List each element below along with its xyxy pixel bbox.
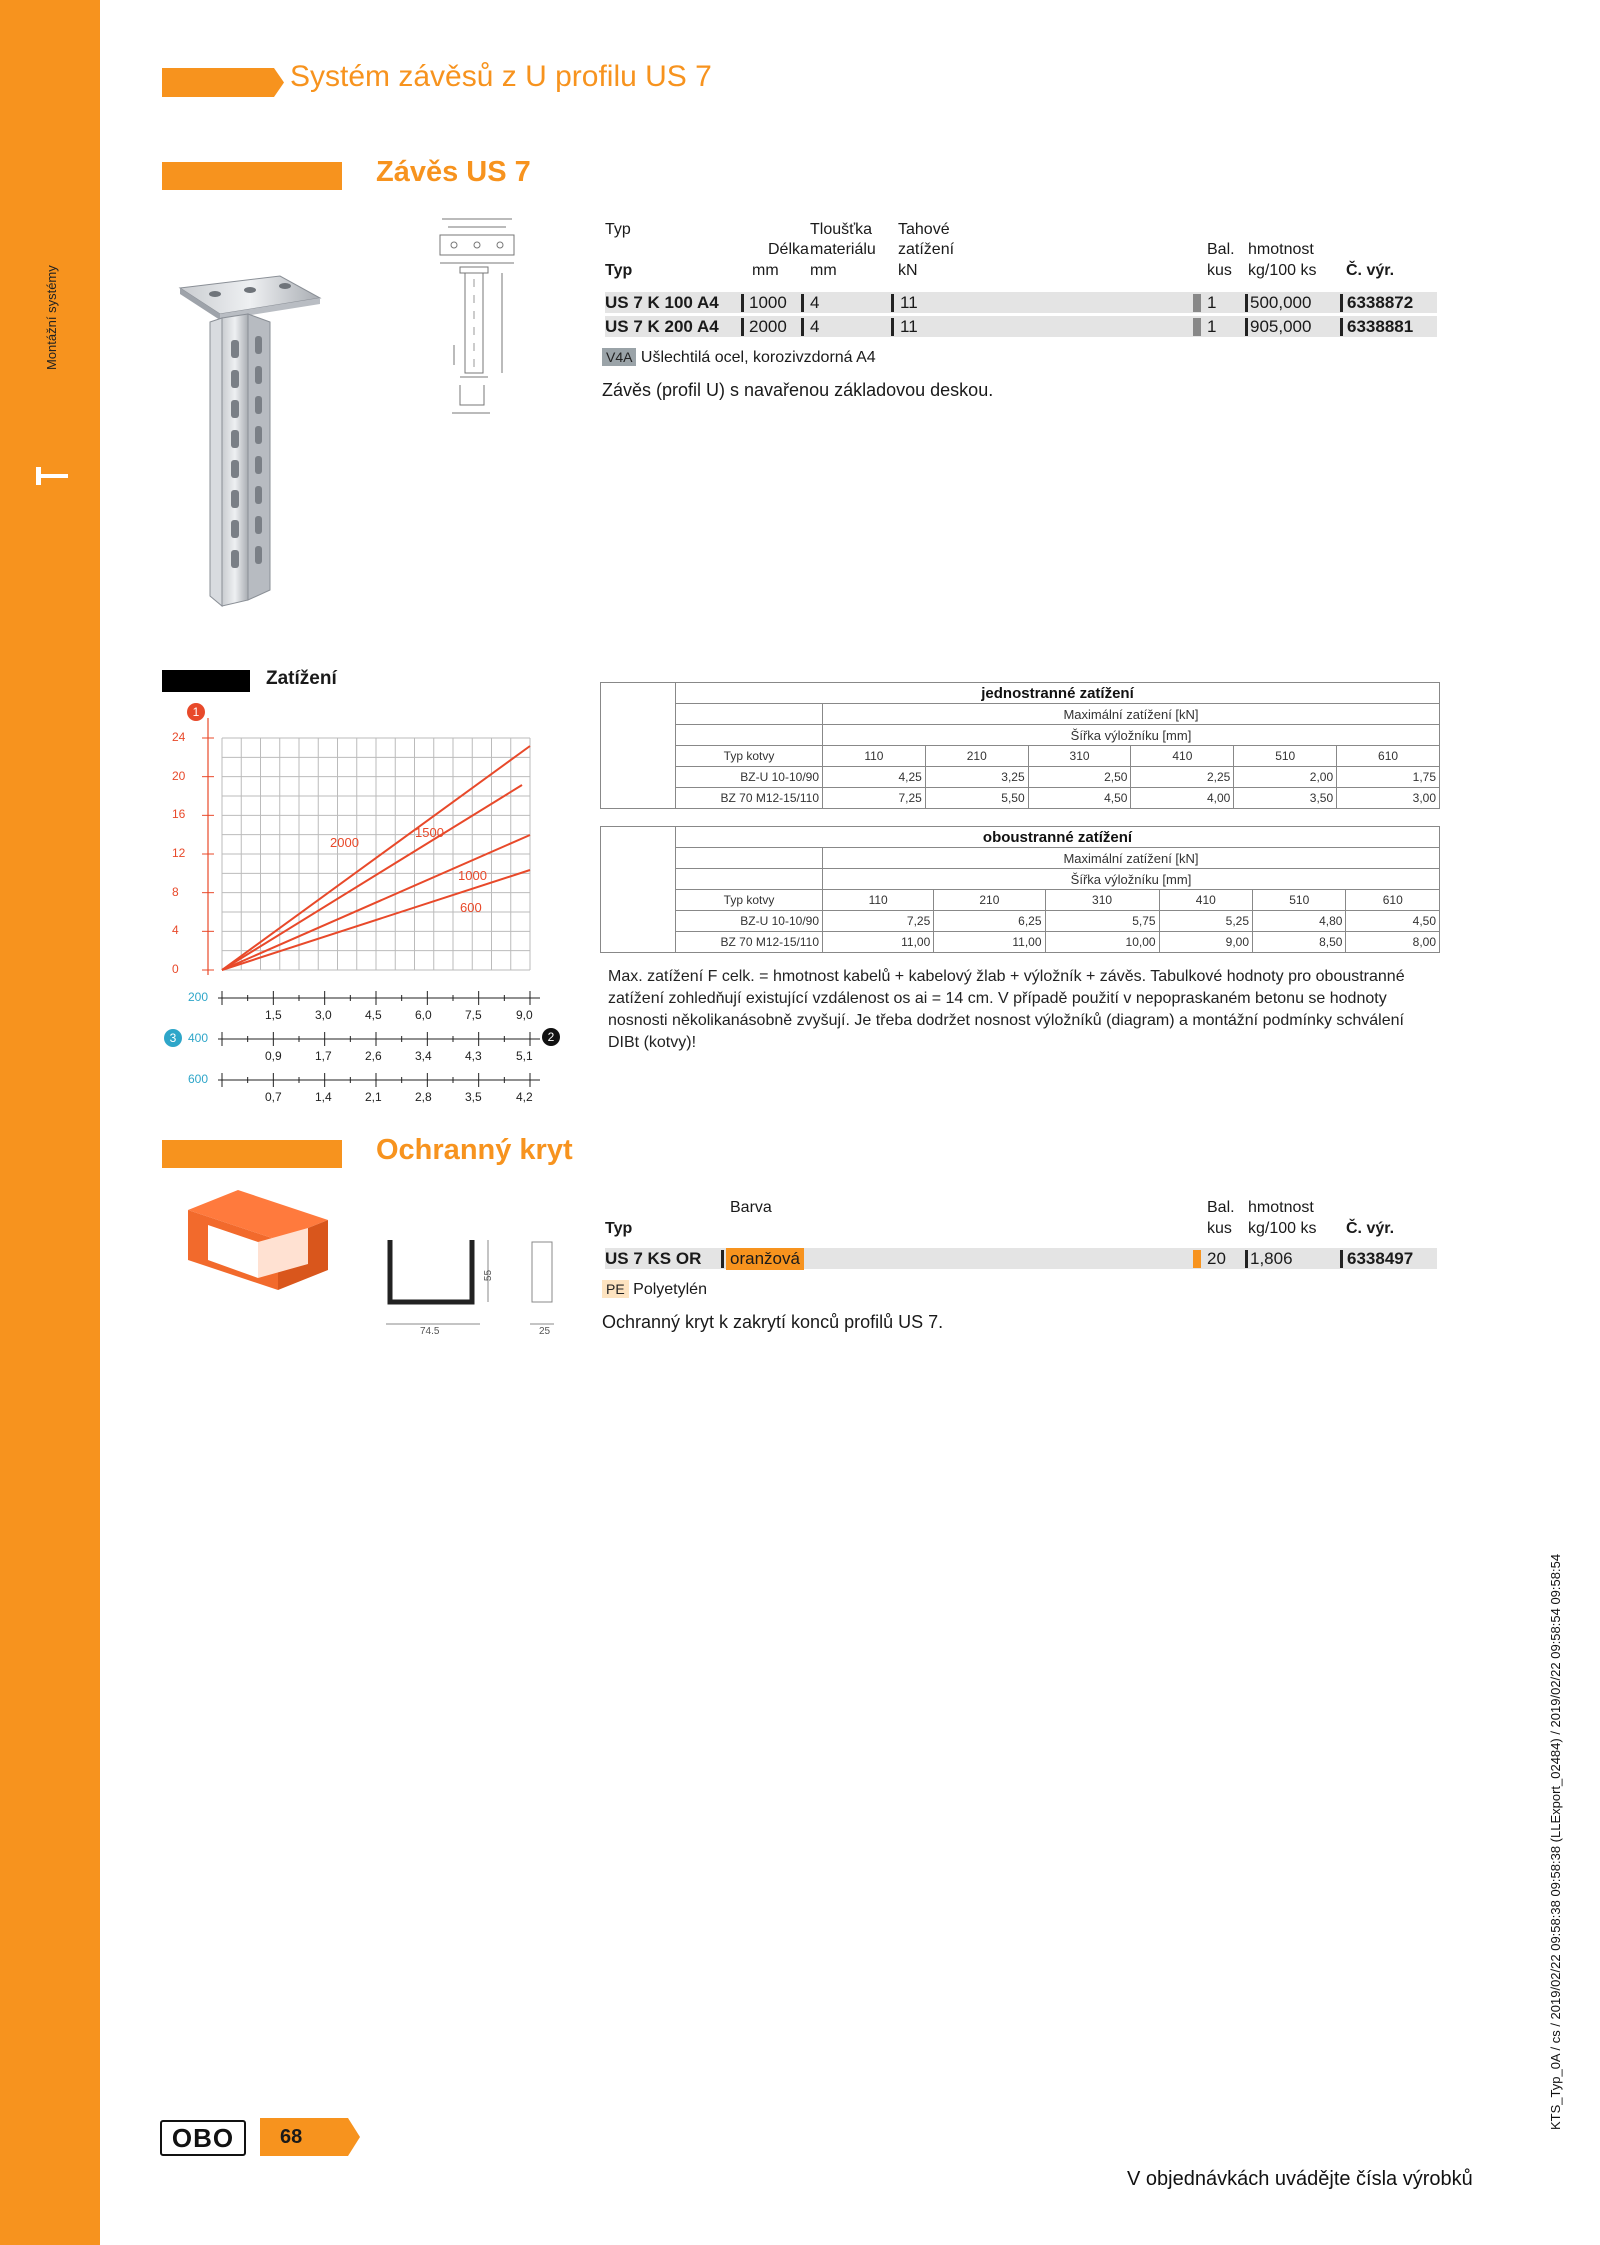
load-table-one-sided xyxy=(600,682,1440,809)
load-value: 5,75 xyxy=(1045,911,1159,932)
scale-value: 4,3 xyxy=(465,1049,482,1063)
marker-3: 3 xyxy=(164,1029,182,1047)
load-title: Zatížení xyxy=(266,668,337,689)
y-tick-label: 12 xyxy=(172,846,186,860)
table-sub1: Maximální zatížení [kN] xyxy=(823,848,1440,869)
row-tloustka: 4 xyxy=(810,317,820,336)
load-note: Max. zatížení F celk. = hmotnost kabelů + kabelový žlab + výložník + závěs. Tabulkové hodnoty pro oboustranné zatížení zohledňují existující vzdálenost os ai = 14 cm. V případě použití v nepopraskaném betonu se hodnoty nosnosti několikanásobně zvyšují. Je třeba dodržet nosnost výložníků (diagram) a montážní podmínky schválení DIBt (kotvy)! xyxy=(608,968,1405,1051)
table-title: oboustranné zatížení xyxy=(676,827,1440,848)
load-value: 4,00 xyxy=(1131,788,1234,809)
row-bal: 1 xyxy=(1207,317,1217,336)
row-typ: US 7 K 200 A4 xyxy=(605,317,719,336)
load-value: 1,75 xyxy=(1337,767,1440,788)
typ-kotvy-label: Typ kotvy xyxy=(676,890,823,911)
anchor-type: BZ-U 10-10/90 xyxy=(676,767,823,788)
scale-value: 7,5 xyxy=(465,1008,482,1022)
scale-value: 1,5 xyxy=(265,1008,282,1022)
col-header-delka: Délka xyxy=(768,241,809,258)
scale-left-label: 200 xyxy=(188,990,209,1004)
load-value: 3,00 xyxy=(1337,788,1440,809)
row-tahove: 11 xyxy=(900,293,918,312)
col-header-tloustka-2: materiálu xyxy=(810,241,876,258)
line-label: 600 xyxy=(460,900,482,915)
scale-value: 0,9 xyxy=(265,1049,282,1063)
material-text: Polyetylén xyxy=(633,1281,707,1298)
marker-2: 2 xyxy=(542,1028,560,1046)
row-tahove: 11 xyxy=(900,317,918,336)
page-title: Systém závěsů z U profilu US 7 xyxy=(290,60,712,93)
page-number-tab xyxy=(260,2118,360,2156)
row-hmotnost: 905,000 xyxy=(1250,317,1312,336)
scale-value: 6,0 xyxy=(415,1008,432,1022)
load-value: 5,50 xyxy=(925,788,1028,809)
row-tloustka: 4 xyxy=(810,293,820,312)
material-badge: V4A xyxy=(602,348,636,366)
col-header-tahove-unit: kN xyxy=(898,262,918,279)
col-header-hmotnost: hmotnost xyxy=(1248,241,1314,258)
load-value: 9,00 xyxy=(1159,932,1252,953)
scale-value: 9,0 xyxy=(516,1008,533,1022)
load-value: 10,00 xyxy=(1045,932,1159,953)
width-header: 310 xyxy=(1028,746,1131,767)
scale-value: 3,0 xyxy=(315,1008,332,1022)
col-header-cvyr: Č. výr. xyxy=(1346,1220,1395,1237)
col-header-delka-unit: mm xyxy=(752,262,779,279)
load-value: 4,50 xyxy=(1346,911,1440,932)
cap-description: Ochranný kryt k zakrytí konců profilů US 7. xyxy=(602,1312,944,1332)
anchor-type: BZ-U 10-10/90 xyxy=(676,911,823,932)
width-header: 610 xyxy=(1346,890,1440,911)
col-header-cvyr: Č. výr. xyxy=(1346,262,1395,279)
row-cvyr: 6338872 xyxy=(1347,293,1414,312)
load-value: 4,25 xyxy=(823,767,926,788)
order-text: V objednávkách uvádějte čísla výrobků xyxy=(1127,2168,1473,2190)
load-value: 4,50 xyxy=(1028,788,1131,809)
col-header-hmotnost: hmotnost xyxy=(1248,1199,1314,1216)
sidebar-category: Montážní systémy xyxy=(44,265,59,370)
load-value: 2,50 xyxy=(1028,767,1131,788)
scale-left-label: 600 xyxy=(188,1072,209,1086)
col-header-barva: Barva xyxy=(730,1199,772,1216)
load-value: 11,00 xyxy=(823,932,934,953)
hanger-product-image xyxy=(170,270,330,610)
diagram-lines xyxy=(202,718,540,1087)
load-value: 5,25 xyxy=(1159,911,1252,932)
load-value: 11,00 xyxy=(934,932,1045,953)
cap-product-image xyxy=(178,1180,338,1300)
y-tick-label: 0 xyxy=(172,962,179,976)
hanger-icon xyxy=(34,465,70,487)
section-bar xyxy=(162,162,342,190)
header-arrow-icon xyxy=(162,68,284,97)
section-bar xyxy=(162,1140,342,1168)
blank-cell xyxy=(601,683,676,809)
width-header: 410 xyxy=(1131,746,1234,767)
product-row xyxy=(605,1248,1437,1269)
scale-value: 2,8 xyxy=(415,1090,432,1104)
row-cvyr: 6338497 xyxy=(1347,1249,1414,1268)
product-row xyxy=(605,292,1437,313)
typ-kotvy-label: Typ kotvy xyxy=(676,746,823,767)
anchor-type: BZ 70 M12-15/110 xyxy=(676,932,823,953)
row-barva: oranžová xyxy=(726,1248,804,1270)
col-header-bal-unit: kus xyxy=(1207,1220,1232,1237)
export-meta: KTS_Typ_0A / cs / 2019/02/22 09:58:38 09:58:38 (LLExport_02484) / 2019/02/22 09:58:54 09:58:54 xyxy=(1548,1553,1563,2130)
width-header: 210 xyxy=(925,746,1028,767)
width-header: 210 xyxy=(934,890,1045,911)
scale-value: 4,2 xyxy=(516,1090,533,1104)
row-delka: 2000 xyxy=(749,317,787,336)
row-delka: 1000 xyxy=(749,293,787,312)
material-text: Ušlechtilá ocel, korozivzdorná A4 xyxy=(640,349,876,366)
blank-cell xyxy=(601,827,676,953)
table-title: jednostranné zatížení xyxy=(676,683,1440,704)
line-label: 2000 xyxy=(330,835,359,850)
page-number: 68 xyxy=(280,2126,303,2148)
scale-value: 5,1 xyxy=(516,1049,533,1063)
material-line xyxy=(602,348,876,367)
dim-width: 74.5 xyxy=(420,1326,440,1337)
col-header-typ: Typ xyxy=(605,221,631,238)
scale-value: 2,1 xyxy=(365,1090,382,1104)
scale-value: 2,6 xyxy=(365,1049,382,1063)
marker-1: 1 xyxy=(187,703,205,721)
dim-depth: 25 xyxy=(539,1326,551,1337)
col-header-bal-unit: kus xyxy=(1207,262,1232,279)
col-header-hmotnost-unit: kg/100 ks xyxy=(1248,1220,1317,1237)
cap-technical-drawing xyxy=(380,1232,560,1344)
scale-value: 0,7 xyxy=(265,1090,282,1104)
hanger-technical-drawing xyxy=(432,215,522,425)
col-header-tloustka: Tloušťka xyxy=(810,221,873,238)
product-description: Závěs (profil U) s navařenou základovou deskou. xyxy=(602,380,994,400)
load-diagram xyxy=(160,700,580,1105)
table-sub2: Šířka výložníku [mm] xyxy=(823,725,1440,746)
width-header: 410 xyxy=(1159,890,1252,911)
y-tick-label: 8 xyxy=(172,884,179,899)
load-value: 8,50 xyxy=(1253,932,1346,953)
load-value: 3,25 xyxy=(925,767,1028,788)
col-header-tahove: Tahové xyxy=(898,221,950,238)
anchor-type: BZ 70 M12-15/110 xyxy=(676,788,823,809)
section-title-zaves: Závěs US 7 xyxy=(376,156,531,188)
col-header-bal: Bal. xyxy=(1207,241,1235,258)
row-typ: US 7 K 100 A4 xyxy=(605,293,719,312)
section-title-kryt: Ochranný kryt xyxy=(376,1134,573,1166)
col-header-bal: Bal. xyxy=(1207,1199,1235,1216)
width-header: 110 xyxy=(823,890,934,911)
width-header: 510 xyxy=(1253,890,1346,911)
product-row xyxy=(605,316,1437,337)
row-hmotnost: 1,806 xyxy=(1250,1249,1293,1268)
load-value: 7,25 xyxy=(823,911,934,932)
width-header: 310 xyxy=(1045,890,1159,911)
table-sub1: Maximální zatížení [kN] xyxy=(823,704,1440,725)
col-header-typ-label: Typ xyxy=(605,262,633,279)
scale-value: 4,5 xyxy=(365,1008,382,1022)
load-value: 2,25 xyxy=(1131,767,1234,788)
load-value: 2,00 xyxy=(1234,767,1337,788)
col-header-hmotnost-unit: kg/100 ks xyxy=(1248,262,1317,279)
row-typ: US 7 KS OR xyxy=(605,1249,702,1268)
scale-value: 1,4 xyxy=(315,1090,332,1104)
row-bal: 20 xyxy=(1207,1249,1226,1268)
col-header-tloustka-unit: mm xyxy=(810,262,837,279)
load-value: 4,80 xyxy=(1253,911,1346,932)
load-bar xyxy=(162,670,250,692)
y-tick-label: 4 xyxy=(172,923,179,938)
line-label: 1500 xyxy=(415,825,444,840)
scale-value: 1,7 xyxy=(315,1049,332,1063)
width-header: 510 xyxy=(1234,746,1337,767)
load-value: 3,50 xyxy=(1234,788,1337,809)
line-label: 1000 xyxy=(458,868,487,883)
scale-value: 3,4 xyxy=(415,1049,432,1063)
load-value: 6,25 xyxy=(934,911,1045,932)
y-tick-label: 16 xyxy=(172,807,186,822)
y-tick-label: 24 xyxy=(172,730,186,744)
material-line xyxy=(602,1280,707,1299)
y-tick-label: 20 xyxy=(172,768,186,783)
width-header: 110 xyxy=(823,746,926,767)
col-header-tahove-2: zatížení xyxy=(898,241,955,258)
load-value: 7,25 xyxy=(823,788,926,809)
material-badge: PE xyxy=(602,1280,629,1298)
load-table-two-sided xyxy=(600,826,1440,953)
load-value: 8,00 xyxy=(1346,932,1440,953)
row-hmotnost: 500,000 xyxy=(1250,293,1312,312)
col-header-typ: Typ xyxy=(605,1220,633,1237)
row-bal: 1 xyxy=(1207,293,1217,312)
table-sub2: Šířka výložníku [mm] xyxy=(823,869,1440,890)
scale-left-label: 400 xyxy=(188,1031,209,1045)
dim-height: 55 xyxy=(483,1269,495,1282)
scale-value: 3,5 xyxy=(465,1090,482,1104)
width-header: 610 xyxy=(1337,746,1440,767)
obo-logo: OBO xyxy=(160,2120,246,2156)
row-cvyr: 6338881 xyxy=(1347,317,1414,336)
